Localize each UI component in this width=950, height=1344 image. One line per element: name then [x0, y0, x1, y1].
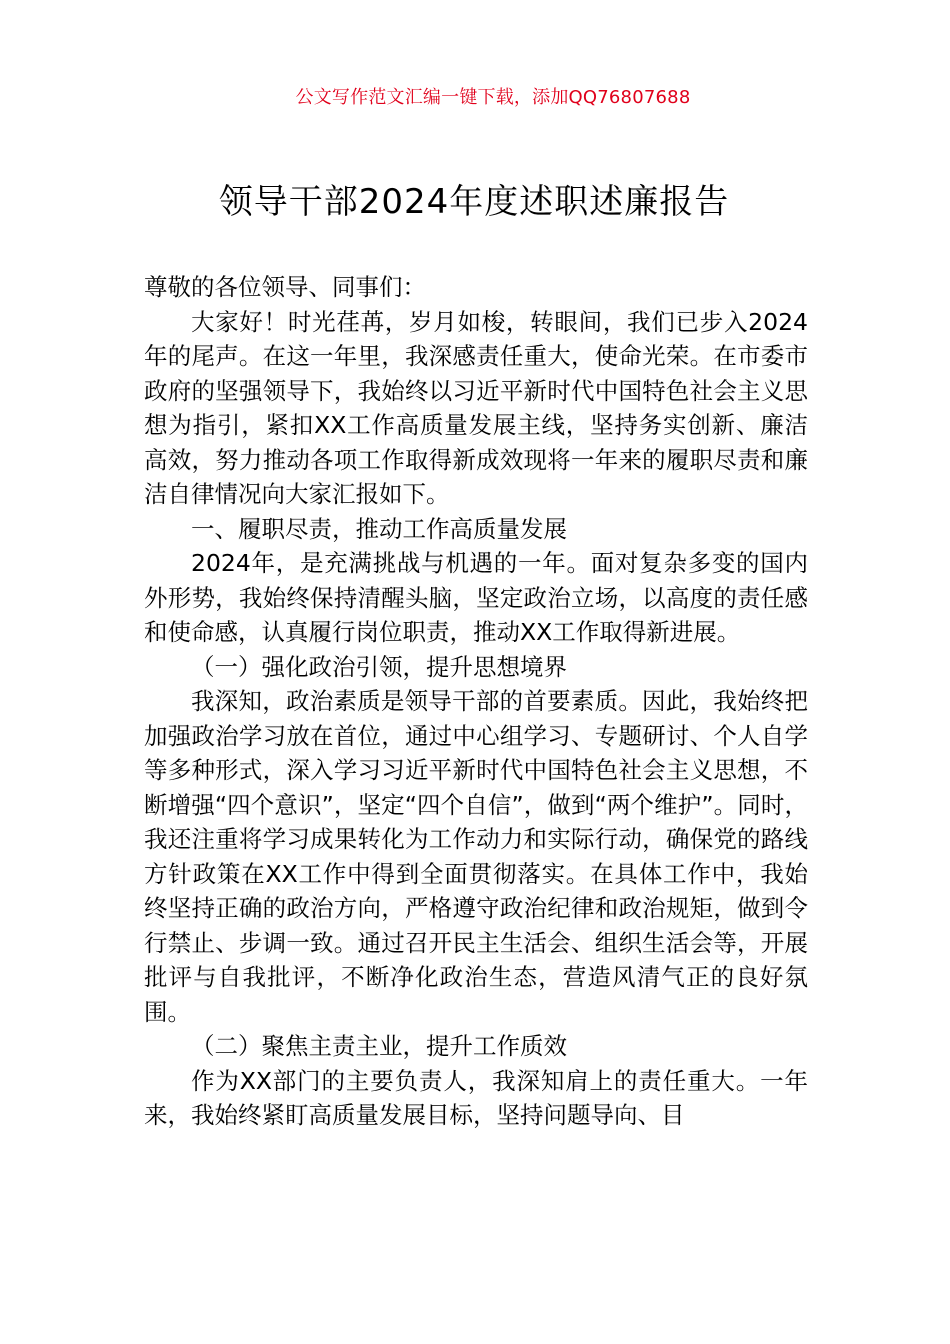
section-heading-1: 一、履职尽责，推动工作高质量发展 — [191, 514, 567, 543]
download-notice: 公文写作范文汇编一键下载，添加QQ76807688 — [295, 87, 691, 108]
paragraph-intro: 大家好！时光荏苒，岁月如梭，转眼间，我们已步入2024年的尾声。在这一年里，我深感责任重大，使命光荣。在市委市政府的坚强领导下，我始终以习近平新时代中国特色社会主义思想为指引，紧扣XX工作高质量发展主线，坚持务实创新、廉洁高效，努力推动各项工作取得新成效现将一年来的履职尽责和廉洁自律情况向大家汇报如下。 — [144, 307, 808, 508]
paragraph-subsection-2: 作为XX部门的主要负责人，我深知肩上的责任重大。一年来，我始终紧盯高质量发展目标，坚持问题导向、目 — [144, 1066, 808, 1129]
paragraph-subsection-1: 我深知，政治素质是领导干部的首要素质。因此，我始终把加强政治学习放在首位，通过中心组学习、专题研讨、个人自学等多种形式，深入学习习近平新时代中国特色社会主义思想，不断增强“四个意识”，坚定“四个自信”，做到“两个维护”。同时，我还注重将学习成果转化为工作动力和实际行动，确保党的路线方针政策在XX工作中得到全面贯彻落实。在具体工作中，我始终坚持正确的政治方向，严格遵守政治纪律和政治规矩，做到令行禁止、步调一致。通过召开民主生活会、组织生活会等，开展批评与自我批评，不断净化政治生态，营造风清气正的良好氛围。 — [144, 687, 808, 1026]
paragraph-section-1: 2024年，是充满挑战与机遇的一年。面对复杂多变的国内外形势，我始终保持清醒头脑，坚定政治立场，以高度的责任感和使命感，认真履行岗位职责，推动XX工作取得新进展。 — [144, 549, 808, 646]
subsection-heading-2: （二）聚焦主责主业，提升工作质效 — [191, 1032, 567, 1060]
salutation: 尊敬的各位领导、同事们： — [144, 273, 426, 301]
subsection-heading-1: （一）强化政治引领，提升思想境界 — [191, 652, 567, 681]
document-title: 领导干部2024年度述职述廉报告 — [218, 182, 730, 222]
document-body — [144, 270, 808, 1133]
